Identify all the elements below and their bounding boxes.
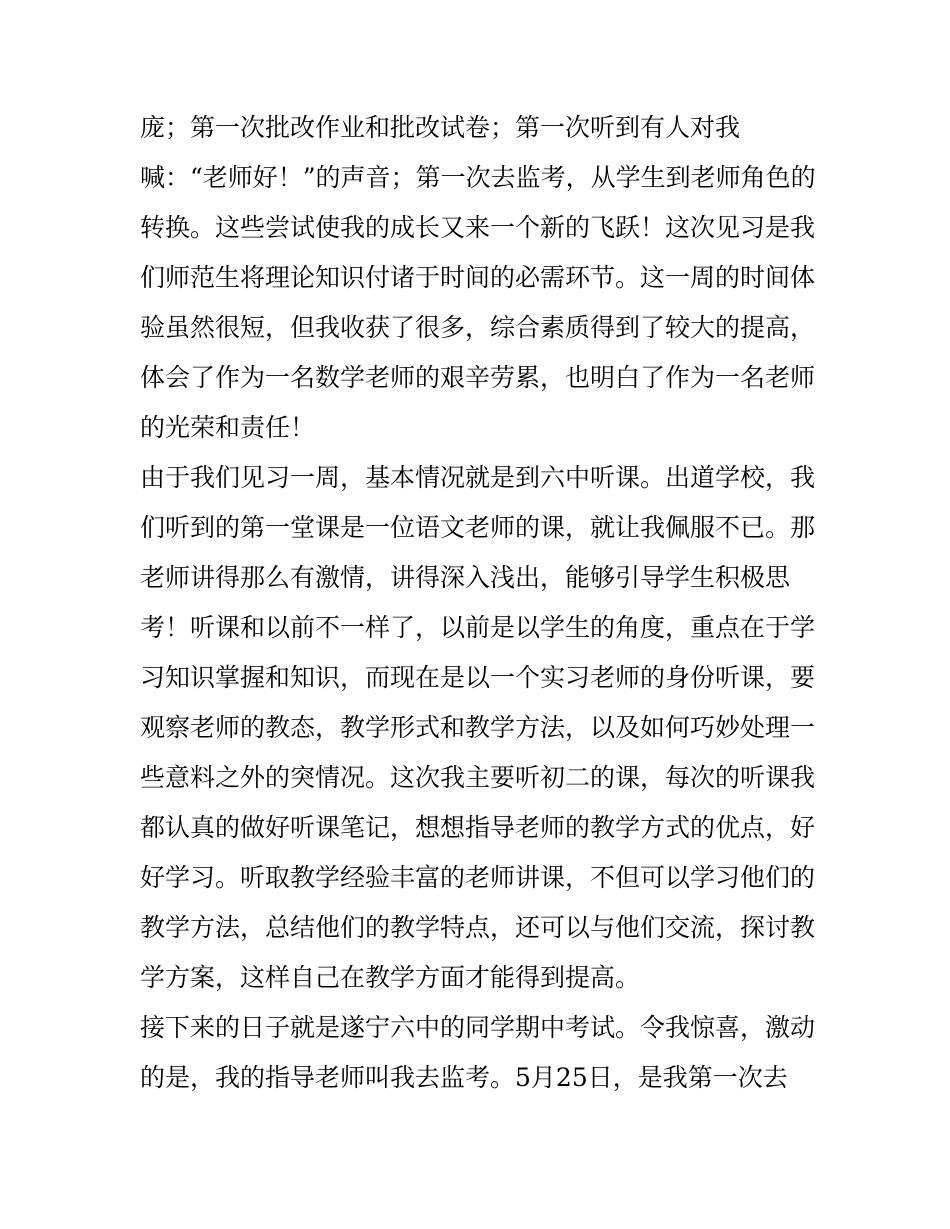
text-line-3: 转换。这些尝试使我的成长又来一个新的飞跃！这次见习是我 xyxy=(140,213,816,242)
text-line-16: 好学习。听取教学经验丰富的老师讲课，不但可以学习他们的 xyxy=(140,863,816,892)
text-line-20: 的是，我的指导老师叫我去监考。5月25日，是我第一次去 xyxy=(140,1063,788,1092)
text-line-14: 些意料之外的突情况。这次我主要听初二的课，每次的听课我 xyxy=(140,763,816,792)
text-line-4: 们师范生将理论知识付诸于时间的必需环节。这一周的时间体 xyxy=(140,263,816,292)
text-line-7: 的光荣和责任！ xyxy=(140,413,316,442)
text-line-2: 喊：“老师好！”的声音；第一次去监考，从学生到老师角色的 xyxy=(140,163,816,192)
text-line-15: 都认真的做好听课笔记，想想指导老师的教学方式的优点，好 xyxy=(140,813,816,842)
text-line-13: 观察老师的教态，教学形式和教学方法，以及如何巧妙处理一 xyxy=(140,713,816,742)
text-line-6: 体会了作为一名数学老师的艰辛劳累，也明白了作为一名老师 xyxy=(140,363,816,392)
body-text xyxy=(140,103,820,1103)
text-line-9: 们听到的第一堂课是一位语文老师的课，就让我佩服不已。那 xyxy=(140,513,816,542)
text-line-11: 考！听课和以前不一样了，以前是以学生的角度，重点在于学 xyxy=(140,613,816,642)
text-line-18: 学方案，这样自己在教学方面才能得到提高。 xyxy=(140,963,641,992)
text-line-5: 验虽然很短，但我收获了很多，综合素质得到了较大的提高， xyxy=(140,313,816,342)
text-line-8: 由于我们见习一周，基本情况就是到六中听课。出道学校，我 xyxy=(140,463,816,492)
text-line-12: 习知识掌握和知识，而现在是以一个实习老师的身份听课，要 xyxy=(140,663,816,692)
text-line-10: 老师讲得那么有激情，讲得深入浅出，能够引导学生积极思 xyxy=(140,563,791,592)
text-line-19: 接下来的日子就是遂宁六中的同学期中考试。令我惊喜，激动 xyxy=(140,1013,816,1042)
text-line-17: 教学方法，总结他们的教学特点，还可以与他们交流，探讨教 xyxy=(140,913,816,942)
text-line-1: 庞；第一次批改作业和批改试卷；第一次听到有人对我 xyxy=(140,113,741,142)
